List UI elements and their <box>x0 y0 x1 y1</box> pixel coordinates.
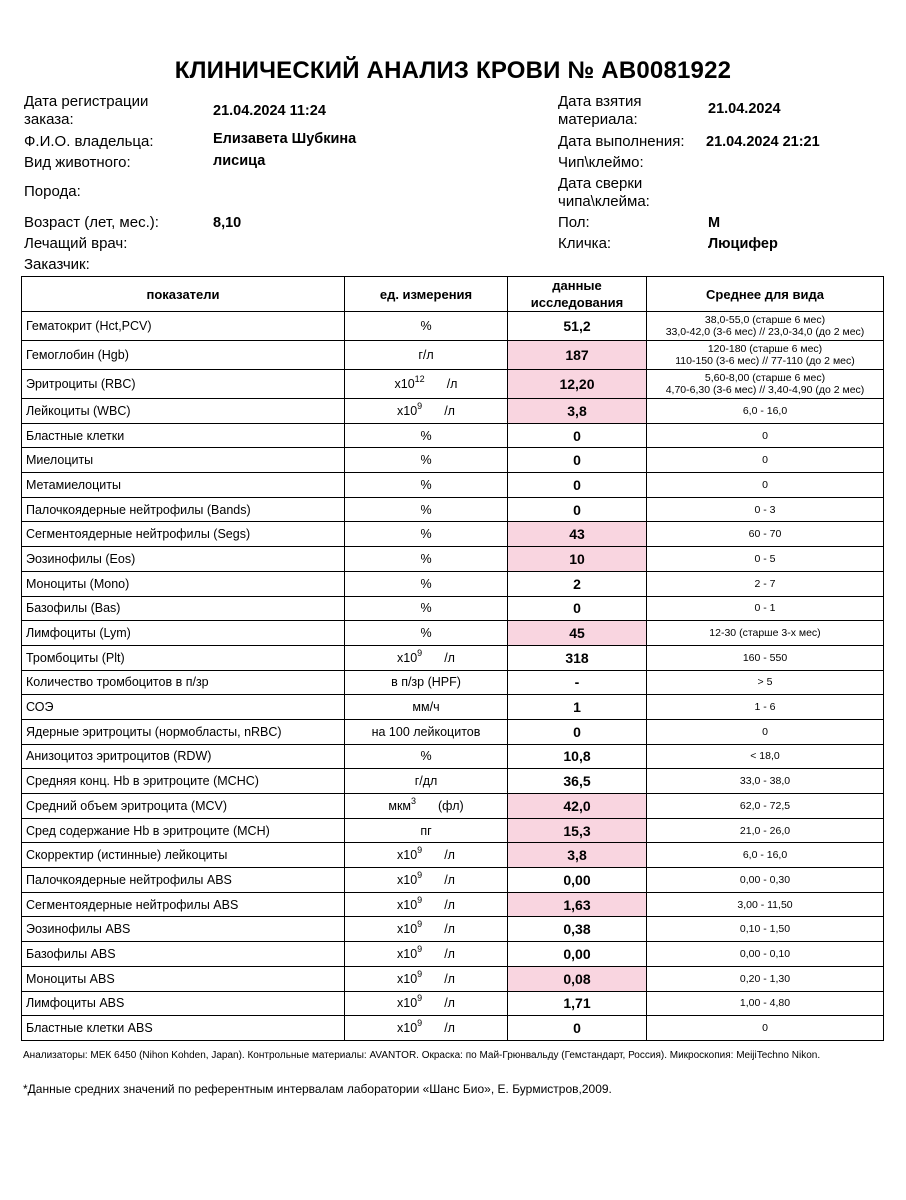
reference-range: 6,0 - 16,0 <box>647 843 884 868</box>
doctor-label: Лечащий врач: <box>24 235 128 252</box>
reference-range: 62,0 - 72,5 <box>647 794 884 819</box>
parameter-name: Лейкоциты (WBC) <box>22 399 345 424</box>
unit-cell: % <box>345 522 508 547</box>
table-row <box>22 695 884 720</box>
results-table <box>21 276 884 1041</box>
table-row <box>22 966 884 991</box>
unit-cell: на 100 лейкоцитов <box>345 719 508 744</box>
reference-range: 5,60-8,00 (старше 6 мес) 4,70-6,30 (3-6 мес) // 3,40-4,90 (до 2 мес) <box>647 370 884 399</box>
result-value: 1,71 <box>508 991 647 1016</box>
reference-range: 12-30 (старше 3-х мес) <box>647 621 884 646</box>
parameter-name: Палочкоядерные нейтрофилы (Bands) <box>22 497 345 522</box>
result-value: 0 <box>508 473 647 498</box>
result-value-flagged: 42,0 <box>508 794 647 819</box>
result-value: 0 <box>508 423 647 448</box>
unit-cell <box>345 794 508 819</box>
result-value-flagged: 45 <box>508 621 647 646</box>
unit-power <box>397 943 455 961</box>
table-row <box>22 621 884 646</box>
result-value-flagged: 0,08 <box>508 966 647 991</box>
unit-tail: /л <box>444 946 455 961</box>
result-value: 0 <box>508 448 647 473</box>
unit-exponent: 9 <box>417 1018 423 1029</box>
reference-note: *Данные средних значений по референтным интервалам лаборатории «Шанс Био», Е. Бурмистров,2009. <box>23 1082 612 1096</box>
table-row <box>22 892 884 917</box>
result-value: 2 <box>508 571 647 596</box>
unit-cell: г/л <box>345 341 508 370</box>
done-date-label: Дата выполнения: <box>558 133 685 150</box>
table-row <box>22 843 884 868</box>
unit-power <box>397 993 455 1011</box>
reference-range: 33,0 - 38,0 <box>647 769 884 794</box>
unit-cell: % <box>345 312 508 341</box>
col-header-unit: ед. измерения <box>345 277 508 312</box>
parameter-name: Эритроциты (RBC) <box>22 370 345 399</box>
unit-cell <box>345 868 508 893</box>
reference-range: 0 - 1 <box>647 596 884 621</box>
reference-range: 0 - 3 <box>647 497 884 522</box>
result-value: 0 <box>508 497 647 522</box>
unit-tail: /л <box>444 897 455 912</box>
reg-date-value: 21.04.2024 11:24 <box>213 103 326 119</box>
result-value: 0,00 <box>508 942 647 967</box>
parameter-name: Средний объем эритроцита (MCV) <box>22 794 345 819</box>
unit-power <box>397 968 455 986</box>
reference-range: 0,10 - 1,50 <box>647 917 884 942</box>
sex-label: Пол: <box>558 214 590 231</box>
unit-power <box>397 400 455 418</box>
result-value: 51,2 <box>508 312 647 341</box>
nickname-label: Кличка: <box>558 235 612 252</box>
unit-power <box>397 919 455 937</box>
parameter-name: Моноциты ABS <box>22 966 345 991</box>
result-value: 0,00 <box>508 868 647 893</box>
unit-exponent: 9 <box>417 943 423 954</box>
parameter-name: Анизоцитоз эритроцитов (RDW) <box>22 744 345 769</box>
species-label: Вид животного: <box>24 154 131 171</box>
unit-base: х10 <box>397 872 418 887</box>
result-value: 0 <box>508 596 647 621</box>
result-value: 0,38 <box>508 917 647 942</box>
table-row <box>22 991 884 1016</box>
parameter-name: Лимфоциты (Lym) <box>22 621 345 646</box>
unit-cell: мм/ч <box>345 695 508 720</box>
parameter-name: Метамиелоциты <box>22 473 345 498</box>
result-value: 36,5 <box>508 769 647 794</box>
unit-tail: /л <box>444 971 455 986</box>
table-row <box>22 917 884 942</box>
unit-tail: /л <box>444 1021 455 1036</box>
unit-cell: г/дл <box>345 769 508 794</box>
unit-exponent: 9 <box>417 400 423 411</box>
age-label: Возраст (лет, мес.): <box>24 214 159 231</box>
reference-range: 2 - 7 <box>647 571 884 596</box>
unit-cell <box>345 892 508 917</box>
unit-tail: /л <box>444 403 455 418</box>
reference-range: 1 - 6 <box>647 695 884 720</box>
unit-tail: /л <box>444 996 455 1011</box>
parameter-name: Сегментоядерные нейтрофилы ABS <box>22 892 345 917</box>
unit-tail: /л <box>444 922 455 937</box>
unit-base: х10 <box>397 971 418 986</box>
parameter-name: Эозинофилы ABS <box>22 917 345 942</box>
unit-exponent: 9 <box>417 919 423 930</box>
unit-cell: пг <box>345 818 508 843</box>
unit-base: х10 <box>394 377 415 391</box>
table-row <box>22 719 884 744</box>
reference-range: < 18,0 <box>647 744 884 769</box>
chip-label: Чип\клеймо: <box>558 154 644 171</box>
unit-base: х10 <box>397 922 418 937</box>
parameter-name: Сегментоядерные нейтрофилы (Segs) <box>22 522 345 547</box>
parameter-name: Гематокрит (Hct,PCV) <box>22 312 345 341</box>
table-row <box>22 670 884 695</box>
parameter-name: Скорректир (истинные) лейкоциты <box>22 843 345 868</box>
reference-range: 0 <box>647 448 884 473</box>
unit-exponent: 9 <box>417 869 423 880</box>
parameter-name: Моноциты (Mono) <box>22 571 345 596</box>
table-row <box>22 645 884 670</box>
table-row <box>22 744 884 769</box>
unit-cell <box>345 843 508 868</box>
reference-range: 38,0-55,0 (старше 6 мес) 33,0-42,0 (3-6 мес) // 23,0-34,0 (до 2 мес) <box>647 312 884 341</box>
reg-date-label: Дата регистрации заказа: <box>24 93 149 128</box>
unit-cell <box>345 645 508 670</box>
customer-label: Заказчик: <box>24 256 90 273</box>
unit-cell: % <box>345 571 508 596</box>
unit-cell: % <box>345 497 508 522</box>
unit-cell: % <box>345 596 508 621</box>
result-value-flagged: 15,3 <box>508 818 647 843</box>
unit-base: х10 <box>397 650 418 665</box>
result-value-flagged: 3,8 <box>508 843 647 868</box>
reference-range: 0 <box>647 1016 884 1041</box>
parameter-name: Сред содержание Hb в эритроците (MCH) <box>22 818 345 843</box>
reference-range: 1,00 - 4,80 <box>647 991 884 1016</box>
parameter-name: Эозинофилы (Eos) <box>22 547 345 572</box>
unit-exponent: 9 <box>417 993 423 1004</box>
reference-range: 0,00 - 0,30 <box>647 868 884 893</box>
parameter-name: Лимфоциты ABS <box>22 991 345 1016</box>
breed-label: Порода: <box>24 183 81 200</box>
parameter-name: Базофилы ABS <box>22 942 345 967</box>
unit-cell: % <box>345 547 508 572</box>
table-row <box>22 497 884 522</box>
unit-base: х10 <box>397 403 418 418</box>
results-body <box>22 312 884 1041</box>
parameter-name: Миелоциты <box>22 448 345 473</box>
nickname-value: Люцифер <box>708 236 778 252</box>
table-row <box>22 473 884 498</box>
result-value: 0 <box>508 1016 647 1041</box>
chip-check-label: Дата сверки чипа\клейма: <box>558 175 650 210</box>
result-value: 1 <box>508 695 647 720</box>
unit-base: х10 <box>397 1021 418 1036</box>
unit-exponent: 9 <box>417 647 423 658</box>
species-value: лисица <box>213 153 266 169</box>
unit-base: х10 <box>397 897 418 912</box>
result-value-flagged: 43 <box>508 522 647 547</box>
table-row <box>22 942 884 967</box>
unit-tail: /л <box>444 872 455 887</box>
reference-range: 60 - 70 <box>647 522 884 547</box>
analyzers-note: Анализаторы: МЕК 6450 (Nihon Kohden, Japan). Контрольные материалы: AVANTOR. Окраска: по Май-Грюнвальду (Гемстандарт, Россия). Микроскопия: MeijiTechno Nikon. <box>23 1050 821 1061</box>
unit-power <box>397 894 455 912</box>
reference-range: 0,20 - 1,30 <box>647 966 884 991</box>
unit-power <box>397 869 455 887</box>
parameter-name: Бластные клетки <box>22 423 345 448</box>
reference-range: 0 <box>647 423 884 448</box>
unit-cell <box>345 1016 508 1041</box>
table-row <box>22 547 884 572</box>
result-value-flagged: 3,8 <box>508 399 647 424</box>
unit-cell <box>345 917 508 942</box>
unit-exponent: 3 <box>411 795 417 806</box>
unit-tail: /л <box>444 848 455 863</box>
result-value-flagged: 10 <box>508 547 647 572</box>
unit-power <box>397 845 455 863</box>
result-value: 0 <box>508 719 647 744</box>
unit-cell <box>345 942 508 967</box>
parameter-name: Средняя конц. Hb в эритроците (MCHC) <box>22 769 345 794</box>
table-row <box>22 522 884 547</box>
parameter-name: Ядерные эритроциты (нормобласты, nRBC) <box>22 719 345 744</box>
table-row <box>22 794 884 819</box>
result-value: 318 <box>508 645 647 670</box>
owner-value: Елизавета Шубкина <box>213 131 357 147</box>
unit-cell <box>345 991 508 1016</box>
result-value-flagged: 1,63 <box>508 892 647 917</box>
table-row <box>22 448 884 473</box>
unit-power <box>397 647 455 665</box>
reference-range: 0 - 5 <box>647 547 884 572</box>
table-row <box>22 423 884 448</box>
table-row <box>22 868 884 893</box>
unit-exponent: 12 <box>414 374 425 384</box>
reference-range: 0 <box>647 719 884 744</box>
sex-value: М <box>708 215 721 231</box>
reference-range: 0,00 - 0,10 <box>647 942 884 967</box>
parameter-name: Тромбоциты (Plt) <box>22 645 345 670</box>
reference-range: > 5 <box>647 670 884 695</box>
unit-cell: % <box>345 473 508 498</box>
unit-base: х10 <box>397 946 418 961</box>
sample-date-value: 21.04.2024 <box>708 101 781 117</box>
reference-range: 6,0 - 16,0 <box>647 399 884 424</box>
table-row <box>22 370 884 399</box>
parameter-name: Палочкоядерные нейтрофилы ABS <box>22 868 345 893</box>
unit-base: мкм <box>388 798 411 813</box>
unit-exponent: 9 <box>417 968 423 979</box>
unit-exponent: 9 <box>417 894 423 905</box>
table-row <box>22 399 884 424</box>
table-header-row <box>22 277 884 312</box>
result-value: - <box>508 670 647 695</box>
result-value: 10,8 <box>508 744 647 769</box>
reference-range: 160 - 550 <box>647 645 884 670</box>
parameter-name: Количество тромбоцитов в п/зр <box>22 670 345 695</box>
unit-cell <box>345 966 508 991</box>
unit-tail: /л <box>446 377 458 391</box>
unit-cell <box>345 399 508 424</box>
document-title: КЛИНИЧЕСКИЙ АНАЛИЗ КРОВИ № AB0081922 <box>174 57 732 84</box>
unit-cell: в п/зр (HPF) <box>345 670 508 695</box>
table-row <box>22 596 884 621</box>
table-row <box>22 818 884 843</box>
table-row <box>22 312 884 341</box>
reference-range: 21,0 - 26,0 <box>647 818 884 843</box>
unit-cell: % <box>345 448 508 473</box>
col-header-reference: Среднее для вида <box>647 277 884 312</box>
owner-label: Ф.И.О. владельца: <box>24 133 154 150</box>
unit-power <box>394 374 458 391</box>
unit-tail: (фл) <box>438 798 464 813</box>
unit-cell: % <box>345 423 508 448</box>
reference-range: 0 <box>647 473 884 498</box>
result-value-flagged: 187 <box>508 341 647 370</box>
done-date-value: 21.04.2024 21:21 <box>706 134 820 150</box>
unit-base: х10 <box>397 996 418 1011</box>
unit-cell <box>345 370 508 399</box>
parameter-name: СОЭ <box>22 695 345 720</box>
table-row <box>22 571 884 596</box>
parameter-name: Бластные клетки ABS <box>22 1016 345 1041</box>
parameter-name: Базофилы (Bas) <box>22 596 345 621</box>
result-value-flagged: 12,20 <box>508 370 647 399</box>
unit-power <box>397 1018 455 1036</box>
reference-range: 120-180 (старше 6 мес) 110-150 (3-6 мес) // 77-110 (до 2 мес) <box>647 341 884 370</box>
table-row <box>22 341 884 370</box>
table-row <box>22 1016 884 1041</box>
sample-date-label: Дата взятия материала: <box>558 93 642 128</box>
reference-range: 3,00 - 11,50 <box>647 892 884 917</box>
unit-tail: /л <box>444 650 455 665</box>
unit-exponent: 9 <box>417 845 423 856</box>
age-value: 8,10 <box>213 215 242 231</box>
unit-power <box>388 795 464 813</box>
unit-cell: % <box>345 744 508 769</box>
unit-base: х10 <box>397 848 418 863</box>
table-row <box>22 769 884 794</box>
col-header-value: данные исследования <box>508 277 647 312</box>
unit-cell: % <box>345 621 508 646</box>
parameter-name: Гемоглобин (Hgb) <box>22 341 345 370</box>
col-header-parameter: показатели <box>22 277 345 312</box>
